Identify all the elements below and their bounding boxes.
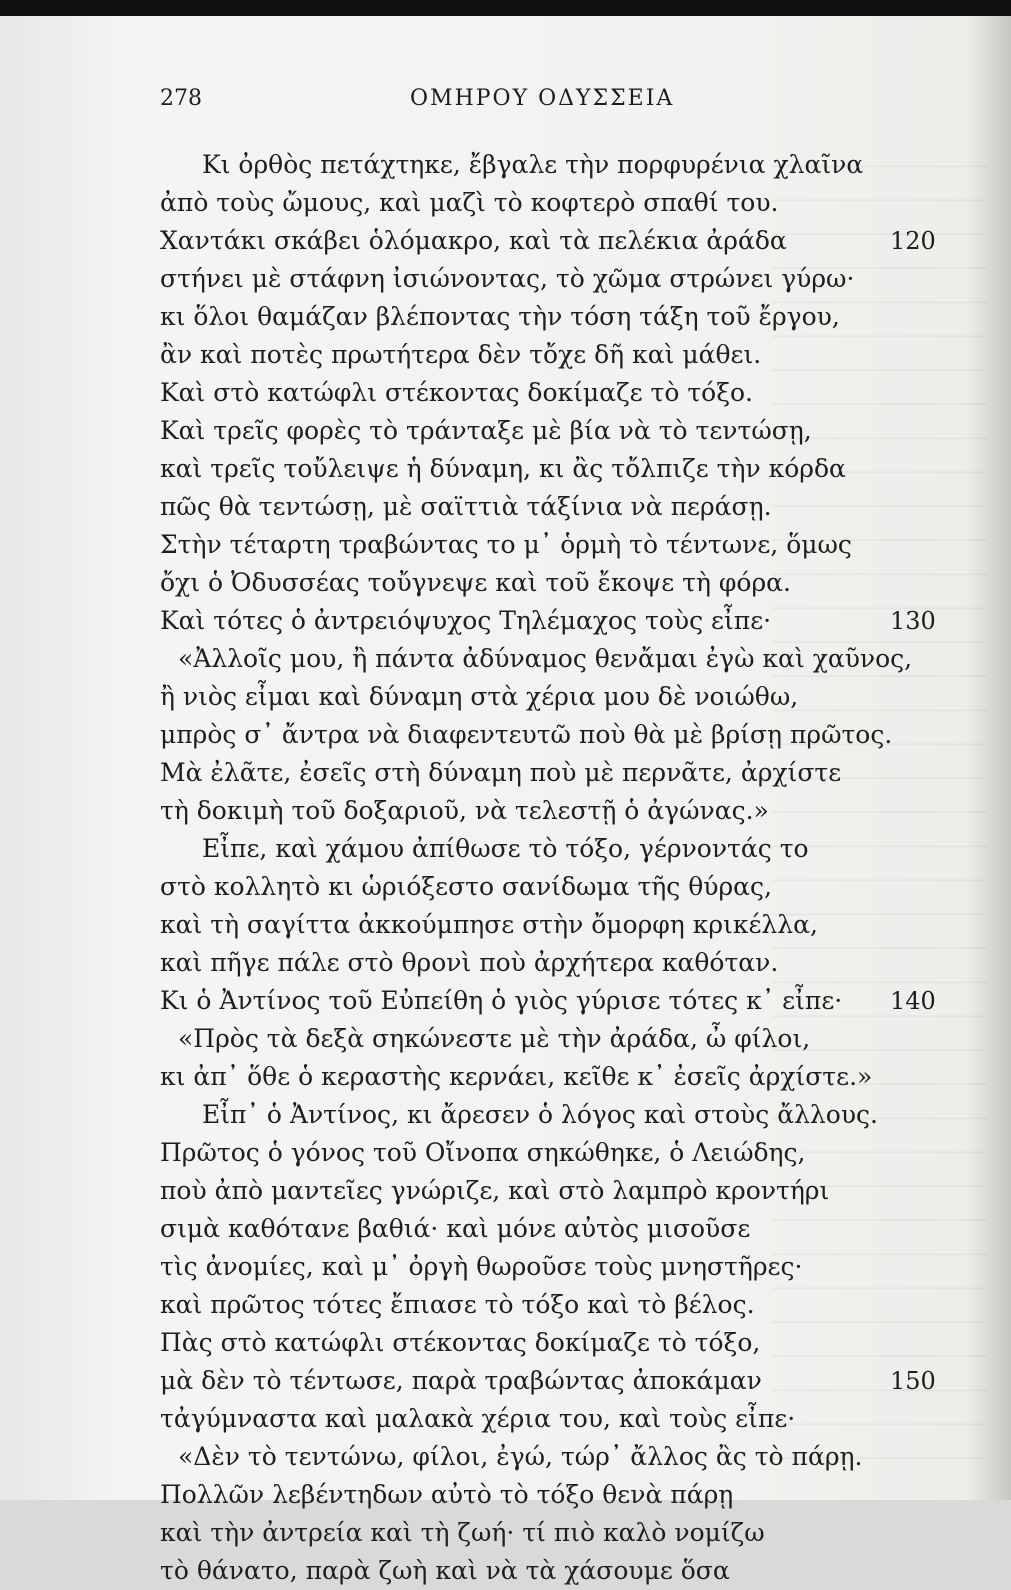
verse-line [160,1096,940,1134]
verse-line [160,1020,940,1058]
page-edge-shadow [966,16,1011,1500]
verse-text: καὶ πρῶτος τότες ἔπιασε τὸ τόξο καὶ τὸ βέλος. [160,1290,755,1319]
verse-line [160,602,940,640]
verse-line [160,716,940,754]
verse-line [160,1248,940,1286]
verse-line [160,488,940,526]
verse-line [160,1438,940,1476]
verse-line [160,298,940,336]
verse-text: τἀγύμναστα καὶ μαλακὰ χέρια του, καὶ τοὺς εἶπε· [160,1404,796,1433]
verse-text: Καὶ στὸ κατώφλι στέκοντας δοκίμαζε τὸ τόξο. [160,378,753,407]
verse-text: καὶ τὴ σαγίττα ἀκκούμπησε στὴν ὄμορφη κρικέλλα, [160,910,818,939]
verse-line [160,678,940,716]
verse-line [160,1172,940,1210]
verse-text: «Ἀλλοῖς μου, ἢ πάντα ἀδύναμος θενἄμαι ἐγὼ καὶ χαῦνος, [178,644,913,673]
top-dark-border [0,0,1011,16]
verse-line [160,1286,940,1324]
verse-text: Κι ὀρθὸς πετάχτηκε, ἔβγαλε τὴν πορφυρένια χλαῖνα [202,150,864,179]
verse-text: τὸ θάνατο, παρὰ ζωὴ καὶ νὰ τὰ χάσουμε ὅσα [160,1556,730,1585]
verse-text: καὶ τρεῖς τοὔλειψε ἡ δύναμη, κι ἂς τὄλπιζε τὴν κόρδα [160,454,846,483]
verse-line [160,754,940,792]
verse-line [160,222,940,260]
verse-line [160,1210,940,1248]
verse-text: ἢ νιὸς εἶμαι καὶ δύναμη στὰ χέρια μου δὲ νοιώθω, [160,682,799,711]
verse-text: «Δὲν τὸ τεντώνω, φίλοι, ἐγώ, τώρ᾽ ἄλλος ἂς τὸ πάρῃ. [178,1442,863,1471]
verse-text: ἀπὸ τοὺς ὤμους, καὶ μαζὶ τὸ κοφτερὸ σπαθί του. [160,188,779,217]
running-header [160,86,893,118]
verse-text: μὰ δὲν τὸ τέντωσε, παρὰ τραβώντας ἀποκάμαν [160,1366,762,1395]
verse-text: ἂν καὶ ποτὲς πρωτήτερα δὲν τὄχε δῆ καὶ μάθει. [160,340,762,369]
verse-line [160,792,940,830]
verse-text: «Πρὸς τὰ δεξὰ σηκώνεστε μὲ τὴν ἀράδα, ὦ φίλοι, [178,1024,811,1053]
line-number: 130 [890,607,936,635]
poem-text [160,146,940,1585]
verse-text: τὴ δοκιμὴ τοῦ δοξαριοῦ, νὰ τελεστῇ ὁ ἀγώνας.» [160,796,769,825]
verse-line [160,1134,940,1172]
verse-line [160,1400,940,1438]
verse-text: Μὰ ἐλᾶτε, ἐσεῖς στὴ δύναμη ποὺ μὲ περνᾶτε, ἀρχίστε [160,758,842,787]
verse-text: στὸ κολλητὸ κι ὡριόξεστο σανίδωμα τῆς θύρας, [160,872,772,901]
verse-text: Στὴν τέταρτη τραβώντας το μ᾽ ὁρμὴ τὸ τέντωνε, ὅμως [160,530,852,559]
verse-line [160,982,940,1020]
line-number: 120 [890,227,936,255]
verse-line [160,1058,940,1096]
verse-line [160,412,940,450]
verse-text: πῶς θὰ τεντώσῃ, μὲ σαϊττιὰ τάξίνια νὰ περάσῃ. [160,492,772,521]
verse-text: τὶς ἀνομίες, καὶ μ᾽ ὀργὴ θωροῦσε τοὺς μνηστῆρες· [160,1252,803,1281]
verse-text: Καὶ τρεῖς φορὲς τὸ τράνταξε μὲ βία νὰ τὸ τεντώσῃ, [160,416,812,445]
verse-line [160,1362,940,1400]
verse-line [160,146,940,184]
verse-text: κι ὅλοι θαμάζαν βλέποντας τὴν τόση τάξη τοῦ ἔργου, [160,302,840,331]
verse-text: Εἶπ᾽ ὁ Ἀντίνος, κι ἄρεσεν ὁ λόγος καὶ στοὺς ἄλλους. [202,1100,878,1129]
verse-text: καὶ τὴν ἀντρεία καὶ τὴ ζωή· τί πιὸ καλὸ νομίζω [160,1518,765,1547]
verse-text: Καὶ τότες ὁ ἀντρειόψυχος Τηλέμαχος τοὺς εἶπε· [160,606,772,635]
verse-line [160,906,940,944]
verse-text: καὶ πῆγε πάλε στὸ θρονὶ ποὺ ἀρχήτερα καθόταν. [160,948,779,977]
verse-text: στήνει μὲ στάφνη ἰσιώνοντας, τὸ χῶμα στρώνει γύρω· [160,264,855,293]
verse-line [160,450,940,488]
verse-line [160,374,940,412]
verse-line [160,1324,940,1362]
verse-line [160,868,940,906]
verse-text: ὄχι ὁ Ὀδυσσέας τοὔγνεψε καὶ τοῦ ἔκοψε τὴ φόρα. [160,568,791,597]
verse-text: σιμὰ καθότανε βαθιά· καὶ μόνε αὐτὸς μισοῦσε [160,1214,751,1243]
book-title: ΟΜΗΡΟΥ ΟΔΥΣΣΕΙΑ [410,86,675,111]
verse-line [160,526,940,564]
verse-line [160,184,940,222]
verse-line [160,830,940,868]
verse-line [160,1476,940,1514]
verse-text: Πὰς στὸ κατώφλι στέκοντας δοκίμαζε τὸ τόξο, [160,1328,761,1357]
verse-line [160,260,940,298]
verse-text: Χαντάκι σκάβει ὁλόμακρο, καὶ τὰ πελέκια ἀράδα [160,226,787,255]
verse-text: Κι ὁ Ἀντίνος τοῦ Εὐπείθη ὁ γιὸς γύρισε τότες κ᾽ εἶπε· [160,986,843,1015]
verse-text: ποὺ ἀπὸ μαντεῖες γνώριζε, καὶ στὸ λαμπρὸ κροντήρι [160,1176,830,1205]
page-number: 278 [160,86,202,111]
verse-line [160,336,940,374]
verse-line [160,564,940,602]
line-number: 150 [890,1367,936,1395]
verse-text: κι ἀπ᾽ ὅθε ὁ κεραστὴς κερνάει, κεῖθε κ᾽ ἐσεῖς ἀρχίστε.» [160,1062,873,1091]
verse-line [160,944,940,982]
verse-line [160,1552,940,1590]
verse-text: μπρὸς σ᾽ ἄντρα νὰ διαφεντευτῶ ποὺ θὰ μὲ βρίσῃ πρῶτος. [160,720,893,749]
verse-text: Πρῶτος ὁ γόνος τοῦ Οἴνοπα σηκώθηκε, ὁ Λειώδης, [160,1138,806,1167]
verse-text: Πολλῶν λεβέντηδων αὐτὸ τὸ τόξο θενὰ πάρῃ [160,1480,734,1509]
verse-line [160,640,940,678]
verse-line [160,1514,940,1552]
verse-text: Εἶπε, καὶ χάμου ἀπίθωσε τὸ τόξο, γέρνοντάς το [202,834,809,863]
line-number: 140 [890,987,936,1015]
